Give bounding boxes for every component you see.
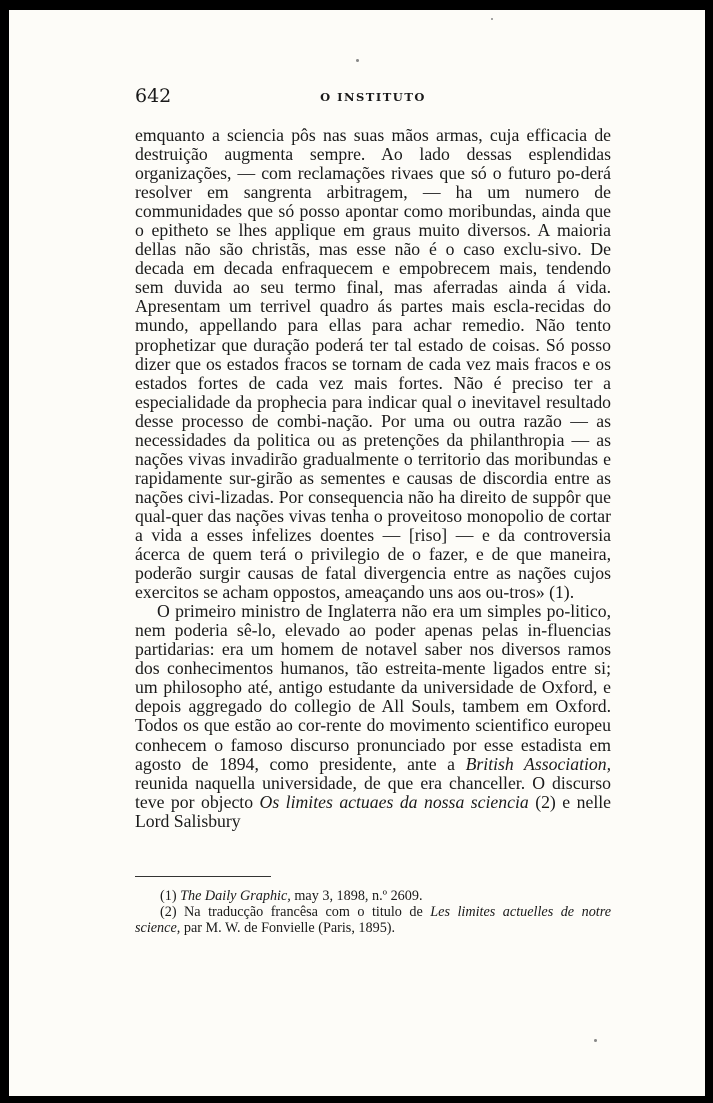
text-line: ou as pretenções da philanthropia — as nações vivas invadirão — [135, 429, 612, 469]
text-line: tros» (1). — [509, 582, 575, 603]
text-line: mente ligados entre si; um philosopho até, antigo estudante — [135, 658, 611, 698]
text-line: O primeiro ministro de Inglaterra não era um simples po- — [157, 601, 571, 622]
text-line: maioria dellas não são christãs, mas esse não é o caso exclu- — [135, 220, 612, 260]
text-line: cada vez mais fracos e os estados fortes de cada vez mais — [135, 353, 612, 393]
text-line: da universidade de Oxford, e depois aggregado do collegio de — [135, 677, 611, 717]
text-line: universidade, de que era chanceller. O discurso teve por objecto — [135, 772, 612, 812]
footnote-divider — [135, 876, 271, 877]
footnote-source-title: The Daily Graphic, — [180, 888, 291, 904]
text-line: tendendo sem duvida ao seu termo final, mas aferradas ainda — [135, 258, 612, 298]
footnote-text: Na traducção francêsa com o titulo de — [184, 904, 431, 920]
footnote-1 — [135, 888, 611, 904]
text-line: emquanto a sciencia pôs nas suas mãos armas, cuja efficacia — [135, 125, 588, 145]
paragraph — [135, 126, 611, 602]
text-line: lizadas. Por consequencia não ha direito de suppôr que qual- — [135, 486, 611, 526]
text-line: cujos exercitos se acham oppostos, ameaçando uns aos ou- — [135, 563, 611, 603]
text-line: quer das nações vivas tenha o proveitoso monopolio de cortar — [171, 505, 611, 526]
speck — [356, 59, 359, 62]
text-line: litico, nem poderia sê-lo, elevado ao poder apenas pelas in- — [135, 601, 611, 641]
text-line: discurso pronunciado por esse estadista em agosto de 1894, — [135, 734, 611, 774]
text-line: sivo. De decada em decada enfraquecem e empobrecem mais, — [135, 239, 612, 279]
footnote-source-title: Les limites actuelles de notre science, — [135, 904, 612, 936]
text-line: organizações, — com reclamações rivaes que só o futuro po- — [135, 163, 581, 184]
footnotes — [135, 888, 611, 936]
text-line: fluencias partidarias: era um homem de notavel saber nos — [135, 620, 611, 660]
italic-title: Os limites actuaes da nossa sciencia — [259, 791, 529, 812]
speck — [491, 18, 493, 20]
paragraph — [135, 602, 611, 831]
text-line: recidas do mundo, appellando para ellas para achar remedio. — [135, 296, 611, 336]
page-header — [135, 85, 611, 111]
text-line: reunida naquella — [135, 772, 256, 793]
text-line: derá resolver em sangrenta arbitragem, — ha um numero de — [135, 163, 611, 203]
text-line: indicar qual o inevitavel resultado desse processo de combi- — [135, 391, 612, 431]
speck — [594, 1039, 597, 1042]
text-line: como presidente, ante a — [269, 753, 466, 774]
footnote-marker: (1) — [160, 888, 181, 904]
text-line: (2) e nelle Lord Salisbury — [135, 791, 611, 831]
text-line: diversos ramos dos conhecimentos humanos, tão estreita- — [135, 639, 612, 679]
text-line: Não tento prophetizar que duração poderá ter tal estado de — [135, 315, 611, 355]
text-line: communidades que só posso apontar como moribundas, ainda — [135, 201, 581, 222]
italic-title: British Association, — [465, 753, 612, 774]
text-line: ácerca de quem terá o privilegio de o fazer, e de que maneira, — [135, 544, 611, 565]
text-line: girão as sementes e causas de discordia entre as nações civi- — [135, 467, 611, 507]
footnote-text: may 3, 1898, n.º 2609. — [290, 888, 423, 904]
text-line: gradualmente o territorio das moribundas e rapidamente sur- — [135, 448, 612, 488]
text-line: nação. Por uma ou outra razão — as necessidades da politica — [135, 410, 612, 450]
text-line: que o epitheto se lhes applique em graus muito diversos. A — [135, 201, 612, 241]
text-line: coisas. Só posso dizer que os estados fracos se tornam de — [135, 334, 611, 374]
running-title: O INSTITUTO — [320, 90, 426, 104]
text-line: á vida. Apresentam um terrivel quadro ás partes mais escla- — [135, 277, 612, 317]
text-line: All Souls, tambem em Oxford. Todos os que estão ao cor- — [135, 696, 612, 736]
text-line: rente do movimento scientifico europeu conhecem o famoso — [135, 715, 611, 755]
footnote-2 — [135, 904, 611, 936]
body-text — [135, 126, 611, 831]
text-line: de destruição augmenta sempre. Ao lado dessas esplendidas — [135, 125, 612, 165]
text-line: poderão surgir causas de fatal divergencia entre as nações — [135, 563, 567, 584]
page-number: 642 — [135, 85, 172, 107]
text-line: fortes. Não é preciso ter a especialidade da prophecia para — [135, 372, 612, 412]
footnote-text: par M. W. de Fonvielle (Paris, 1895). — [180, 920, 396, 936]
text-line: a vida a esses infelizes doentes — [riso] — e da controversia — [135, 524, 611, 545]
footnote-marker: (2) — [160, 904, 185, 920]
